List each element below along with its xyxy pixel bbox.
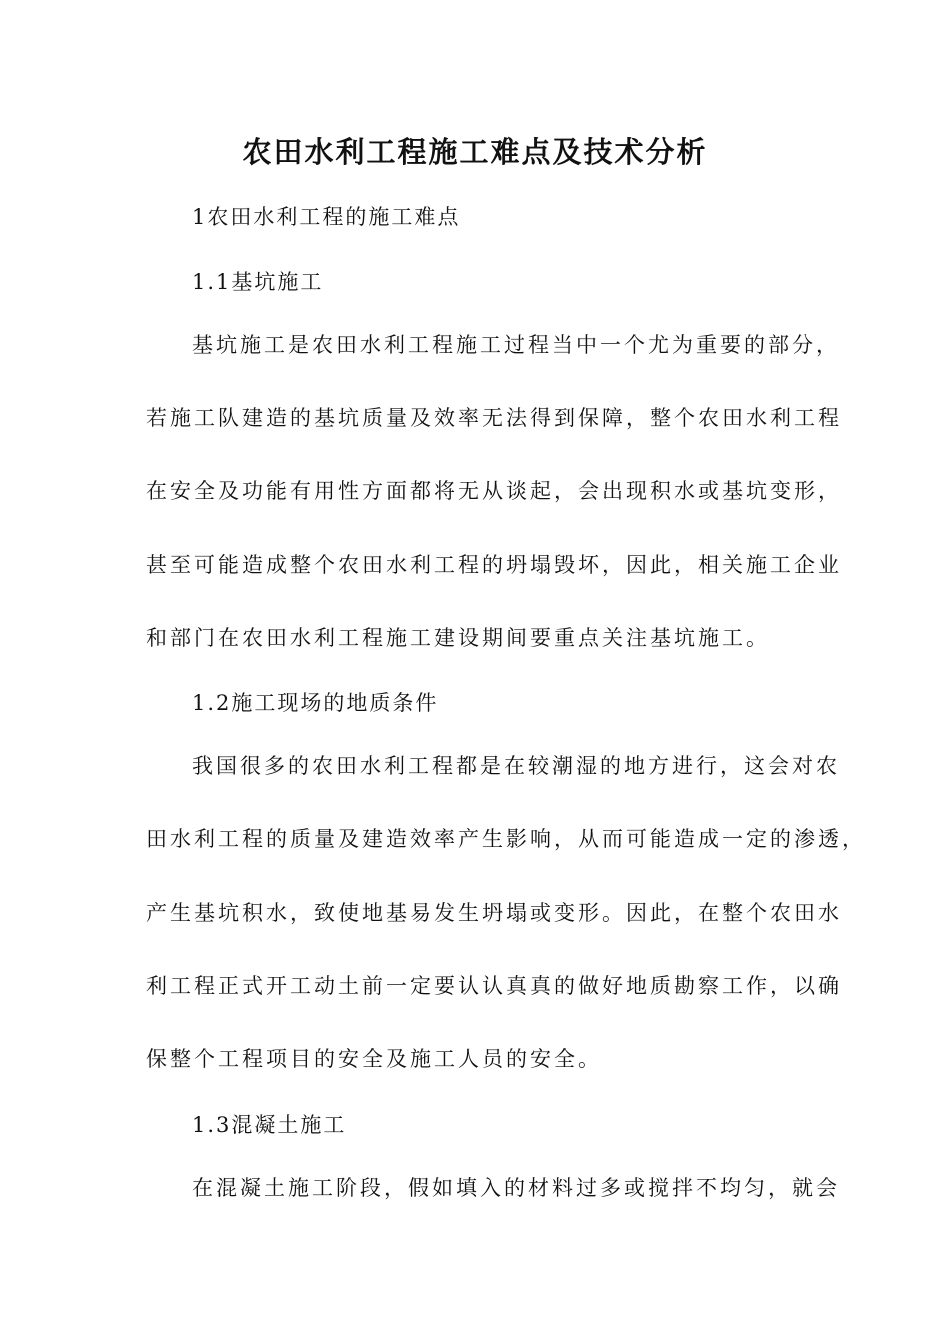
paragraph-line: 在安全及功能有用性方面都将无从谈起，会出现积水或基坑变形， [146,479,842,503]
paragraph-line: 保整个工程项目的安全及施工人员的安全。 [146,1047,602,1071]
paragraph-line: 若施工队建造的基坑质量及效率无法得到保障，整个农田水利工程 [146,406,842,430]
section-heading-1: 1农田水利工程的施工难点 [192,205,461,229]
paragraph-line: 利工程正式开工动土前一定要认认真真的做好地质勘察工作，以确 [146,974,842,998]
document-title: 农田水利工程施工难点及技术分析 [242,135,708,169]
paragraph-line: 基坑施工是农田水利工程施工过程当中一个尤为重要的部分， [192,333,840,357]
paragraph-line: 产生基坑积水，致使地基易发生坍塌或变形。因此，在整个农田水 [146,901,842,925]
paragraph-line: 在混凝土施工阶段，假如填入的材料过多或搅拌不均匀，就会 [192,1176,840,1200]
paragraph-line: 我国很多的农田水利工程都是在较潮湿的地方进行，这会对农 [192,754,840,778]
subsection-heading-1-3: 1.3混凝土施工 [192,1113,347,1137]
subsection-heading-1-1: 1.1基坑施工 [192,270,324,294]
paragraph-line: 甚至可能造成整个农田水利工程的坍塌毁坏，因此，相关施工企业 [146,553,842,577]
paragraph-line: 田水利工程的质量及建造效率产生影响，从而可能造成一定的渗透， [146,827,866,851]
paragraph-line: 和部门在农田水利工程施工建设期间要重点关注基坑施工。 [146,626,770,650]
subsection-heading-1-2: 1.2施工现场的地质条件 [192,691,439,715]
